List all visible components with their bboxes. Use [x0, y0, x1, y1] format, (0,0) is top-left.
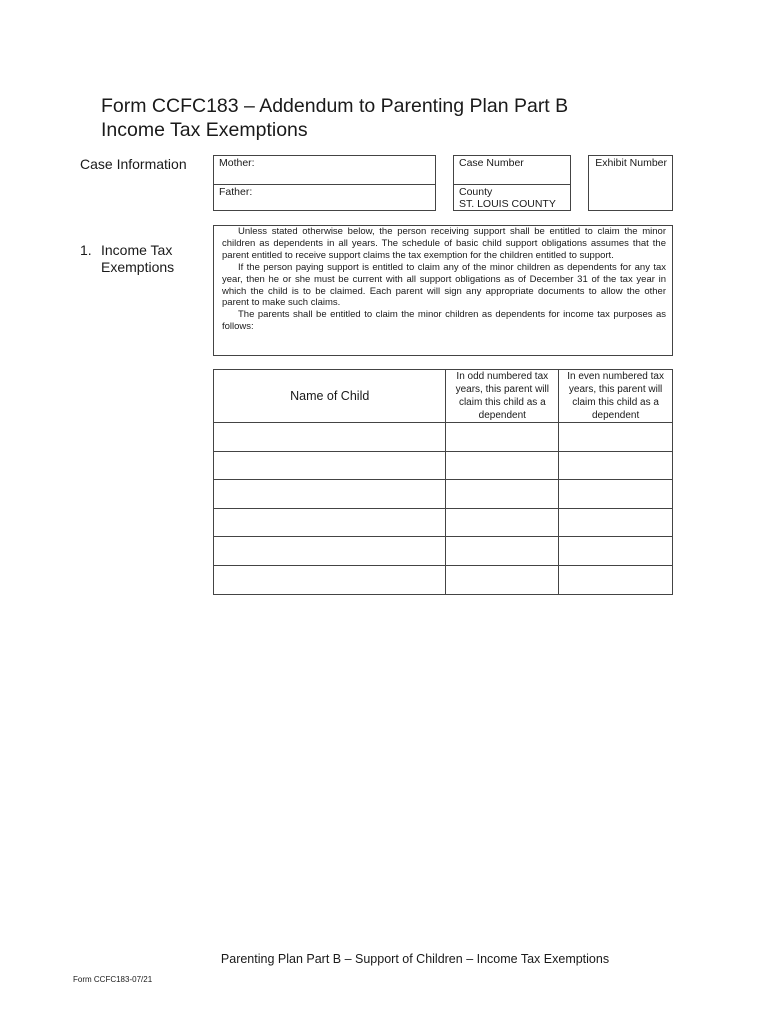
even-year-cell[interactable]: [559, 537, 673, 566]
table-header-row: [214, 370, 673, 423]
section-heading: [101, 242, 174, 276]
county-field[interactable]: [453, 184, 571, 211]
children-table: [213, 369, 673, 595]
child-name-cell[interactable]: [214, 480, 446, 509]
section-heading-line2: Exemptions: [101, 259, 175, 275]
table-row: [214, 451, 673, 480]
exhibit-number-label: Exhibit Number: [595, 157, 667, 169]
mother-field[interactable]: [213, 155, 436, 185]
even-year-cell[interactable]: [559, 565, 673, 594]
table-row: [214, 480, 673, 509]
mother-label: Mother:: [219, 157, 255, 169]
odd-year-cell[interactable]: [446, 423, 559, 452]
odd-year-cell[interactable]: [446, 537, 559, 566]
even-year-cell[interactable]: [559, 423, 673, 452]
table-row: [214, 508, 673, 537]
header-even-line: years, this parent will: [568, 384, 663, 395]
header-odd-line: years, this parent will: [455, 384, 549, 395]
form-title-line1: Form CCFC183 – Addendum to Parenting Plan Part B: [101, 95, 569, 117]
form-title: [101, 94, 568, 142]
child-name-cell[interactable]: [214, 423, 446, 452]
table-row: [214, 423, 673, 452]
header-name-of-child: Name of Child: [214, 370, 446, 423]
header-even-years: [559, 370, 673, 423]
table-row: [214, 565, 673, 594]
paragraph: If the person paying support is entitled to claim any of the minor children as dependents for any tax year, then he or she must be current with all support obligations as of December 31 of the tax year in which the child is to be claimed. Each parent will sign any appropriate documents to allow the other parent to make such claims.: [222, 261, 666, 309]
header-odd-line: dependent: [478, 410, 526, 421]
table-row: [214, 537, 673, 566]
page-footer: Parenting Plan Part B – Support of Children – Income Tax Exemptions: [220, 952, 610, 966]
father-field[interactable]: [213, 184, 436, 211]
child-name-cell[interactable]: [214, 451, 446, 480]
county-label: County: [459, 186, 493, 198]
header-even-line: dependent: [591, 410, 640, 421]
child-name-cell[interactable]: [214, 565, 446, 594]
case-number-label: Case Number: [459, 157, 524, 169]
father-label: Father:: [219, 186, 253, 198]
header-odd-years: [446, 370, 559, 423]
case-number-field[interactable]: [453, 155, 571, 185]
county-value: ST. LOUIS COUNTY: [459, 198, 556, 210]
header-odd-line: In odd numbered tax: [456, 371, 549, 382]
odd-year-cell[interactable]: [446, 480, 559, 509]
tax-exemption-text-box: [213, 225, 673, 356]
odd-year-cell[interactable]: [446, 565, 559, 594]
even-year-cell[interactable]: [559, 451, 673, 480]
section-number: 1.: [80, 242, 92, 258]
odd-year-cell[interactable]: [446, 451, 559, 480]
odd-year-cell[interactable]: [446, 508, 559, 537]
form-title-line2: Income Tax Exemptions: [101, 119, 308, 141]
header-odd-line: claim this child as a: [458, 397, 546, 408]
paragraph: Unless stated otherwise below, the person receiving support shall be entitled to claim the minor children as dependents in all years. The schedule of basic child support obligations assumes that the parent entitled to receive support claims the tax exemption for the children entitled to support.: [222, 226, 666, 261]
paragraph: The parents shall be entitled to claim the minor children as dependents for income tax purposes as follows:: [222, 309, 666, 333]
case-information-label: Case Information: [80, 156, 187, 172]
child-name-cell[interactable]: [214, 508, 446, 537]
exhibit-number-field[interactable]: [588, 155, 673, 211]
child-name-cell[interactable]: [214, 537, 446, 566]
header-even-line: In even numbered tax: [567, 371, 664, 382]
form-id-label: Form CCFC183-07/21: [73, 975, 153, 984]
even-year-cell[interactable]: [559, 508, 673, 537]
even-year-cell[interactable]: [559, 480, 673, 509]
section-heading-line1: Income Tax: [101, 242, 173, 258]
header-even-line: claim this child as a: [572, 397, 659, 408]
